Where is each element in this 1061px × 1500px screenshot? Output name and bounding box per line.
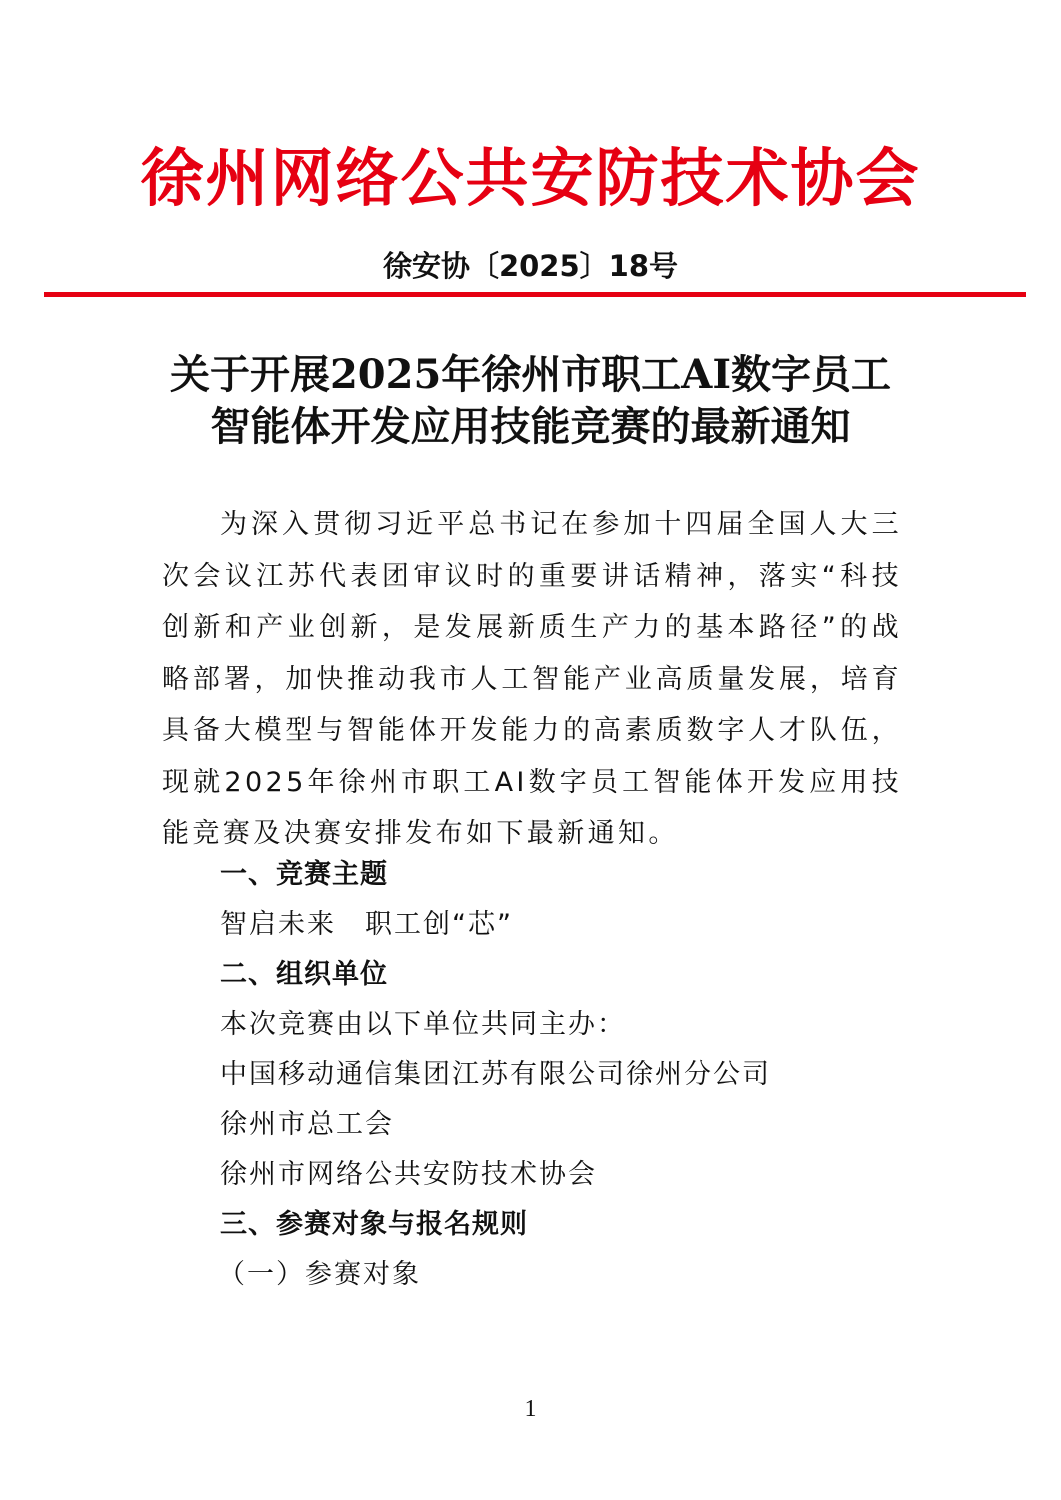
organizer-item: 中国移动通信集团江苏有限公司徐州分公司	[220, 1059, 771, 1090]
red-divider-rule	[44, 292, 1026, 297]
section-1-heading: 一、竞赛主题	[220, 859, 388, 890]
organizer-item: 徐州市总工会	[220, 1109, 394, 1140]
issuing-organization-header: 徐州网络公共安防技术协会	[140, 141, 921, 215]
document-title-line-2: 智能体开发应用技能竞赛的最新通知	[210, 403, 851, 450]
organizers-intro: 本次竞赛由以下单位共同主办：	[220, 1009, 626, 1040]
intro-paragraph: 为深入贯彻习近平总书记在参加十四届全国人大三次会议江苏代表团审议时的重要讲话精神，落实“科技创新和产业创新，是发展新质生产力的基本路径”的战略部署，加快推动我市人工智能产业高质量发展，培育具备大模型与智能体开发能力的高素质数字人才队伍，现就2025年徐州市职工AI数字员工智能体开发应用技能竞赛及决赛安排发布如下最新通知。	[162, 509, 902, 849]
section-3-heading: 三、参赛对象与报名规则	[220, 1209, 528, 1240]
section-2-heading: 二、组织单位	[220, 959, 388, 990]
page-number: 1	[524, 1396, 537, 1422]
competition-theme: 智启未来 职工创“芯”	[220, 909, 513, 940]
organizer-item: 徐州市网络公共安防技术协会	[220, 1159, 597, 1190]
document-number: 徐安协〔2025〕18号	[382, 249, 679, 283]
subsection-1-heading: （一）参赛对象	[218, 1259, 421, 1290]
document-title-line-1: 关于开展2025年徐州市职工AI数字员工	[169, 351, 892, 398]
